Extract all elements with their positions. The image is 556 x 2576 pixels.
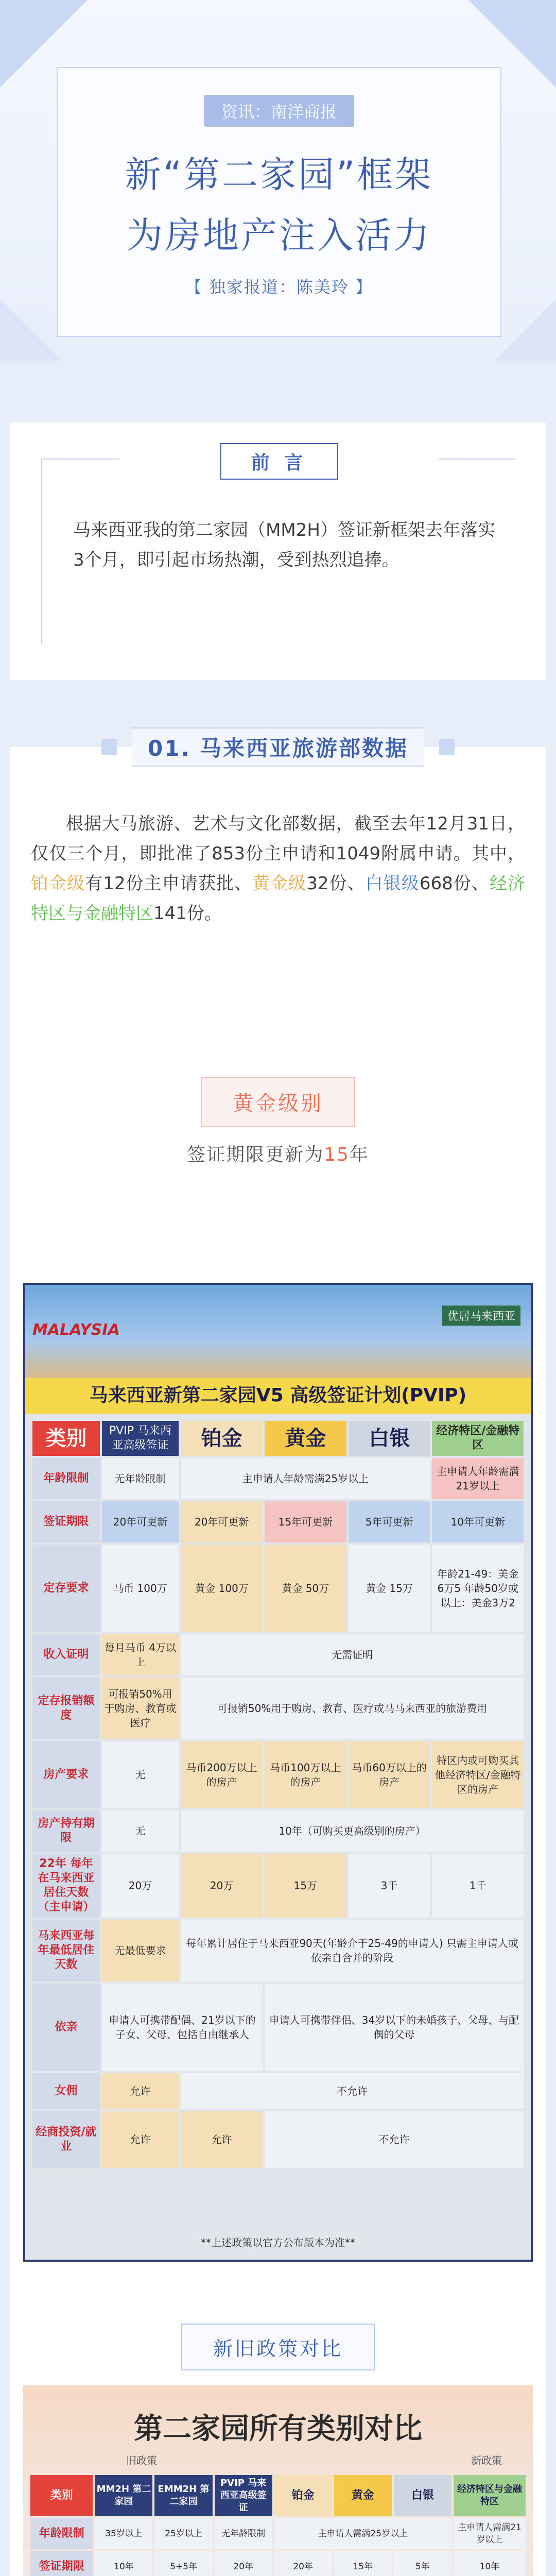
tourism-paragraph <box>31 809 525 928</box>
row-label: 收入证明 <box>32 1634 100 1675</box>
comparison-label: 新旧政策对比 <box>181 2324 375 2370</box>
table-cell: 10年（可购买更高级别的房产） <box>181 1810 524 1852</box>
table-cell: 年龄21-49：美金6万5 年龄50岁或以上：美金3万2 <box>432 1545 524 1632</box>
text-run: 年 <box>349 1144 369 1165</box>
poster-title: 第二家园所有类别对比 <box>134 2412 422 2446</box>
table-cell: 无 <box>102 1810 179 1852</box>
table-cell: 不允许 <box>265 2111 524 2168</box>
table-header-cell: 黄金 <box>265 1421 346 1456</box>
table-cell: 每年累计居住于马来西亚90天(年龄介于25-49的申请人) 只需主申请人或依亲自合并的阶段 <box>181 1920 524 1981</box>
table-row <box>32 1920 524 1981</box>
corner-decoration <box>494 299 556 361</box>
article-header <box>0 0 556 361</box>
pvip-table <box>30 1419 526 2170</box>
row-label: 马来西亚每年最低居住天数 <box>32 1920 100 1981</box>
table-header-row <box>32 1421 524 1456</box>
table-cell: 20年可更新 <box>181 1501 263 1543</box>
table-cell: 特区内或可购买其他经济特区/金融特区的房产 <box>432 1741 524 1808</box>
row-label: 定存报销额度 <box>32 1677 100 1739</box>
comparison-table <box>28 2473 528 2576</box>
preface-text: 马来西亚我的第二家园（MM2H）签证新框架去年落实3个月，即引起市场热潮，受到热烈追捧。 <box>73 520 495 570</box>
gold-callout-subtitle <box>10 1140 546 1166</box>
table-cell: 马币200万以上的房产 <box>181 1741 263 1808</box>
table-cell: 允许 <box>102 2073 179 2109</box>
heading-square-icon <box>439 739 455 755</box>
table-header-row <box>30 2475 526 2516</box>
table-header-cell: 铂金 <box>181 1421 263 1456</box>
section-body <box>31 809 525 928</box>
gold-callout <box>10 1077 546 1166</box>
row-label: 房产要求 <box>32 1741 100 1808</box>
platinum-highlight: 铂金级 <box>31 873 85 894</box>
table-cell: 允许 <box>181 2111 263 2168</box>
title-frame <box>57 67 501 337</box>
table-cell: 5年 <box>394 2551 451 2576</box>
row-label: 经商投资/就业 <box>32 2111 100 2168</box>
table-header-cell: 经济特区与金融特区 <box>454 2475 526 2516</box>
title-line-1: 新“第二家园”框架 <box>125 154 433 196</box>
table-cell: 1千 <box>432 1854 524 1918</box>
poster-title: 马来西亚新第二家园V5 高级签证计划(PVIP) <box>25 1378 531 1414</box>
table-cell: 15万 <box>265 1854 346 1918</box>
section-heading <box>101 729 455 765</box>
row-label: 签证期限 <box>32 1501 100 1543</box>
row-label: 定存要求 <box>32 1545 100 1632</box>
table-row <box>30 2518 526 2549</box>
table-row <box>30 2551 526 2576</box>
table-cell: 无年龄限制 <box>215 2518 272 2549</box>
old-policy-label: 旧政策 <box>126 2454 157 2467</box>
table-cell: 黄金 15万 <box>349 1545 430 1632</box>
table-cell: 黄金 50万 <box>265 1545 346 1632</box>
silver-highlight: 白银级 <box>365 873 420 894</box>
table-cell: 无最低要求 <box>102 1920 179 1981</box>
table-cell: 3千 <box>349 1854 430 1918</box>
table-cell: 10年 <box>95 2551 152 2576</box>
table-cell: 主申请人年龄需满21岁以上 <box>432 1458 524 1499</box>
section-heading-text: 01. 马来西亚旅游部数据 <box>132 727 424 767</box>
table-cell: 可报销50%用于购房、教育、医疗或马马来西亚的旅游费用 <box>181 1677 524 1739</box>
table-header-cell: 类别 <box>32 1421 100 1456</box>
table-cell: 10年 <box>454 2551 526 2576</box>
table-cell: 主申请人需满21岁以上 <box>454 2518 526 2549</box>
table-row <box>32 2073 524 2109</box>
table-cell: 20年 <box>274 2551 332 2576</box>
table-row <box>32 1810 524 1852</box>
row-label: 年龄限制 <box>32 1458 100 1499</box>
table-cell: 允许 <box>102 2111 179 2168</box>
table-cell: 主申请人年龄需满25岁以上 <box>181 1458 430 1499</box>
table-cell: 25岁以上 <box>154 2518 212 2549</box>
table-cell: 35岁以上 <box>95 2518 152 2549</box>
table-header-cell: PVIP 马来西亚高级签证 <box>102 1421 179 1456</box>
table-header-cell: 白银 <box>394 2475 451 2516</box>
table-row <box>32 1984 524 2071</box>
table-row <box>32 1741 524 1808</box>
corner-decoration <box>0 299 62 361</box>
table-header-cell: 铂金 <box>274 2475 332 2516</box>
row-label: 22年 每年在马来西亚居住天数（主申请） <box>32 1854 100 1918</box>
table-cell: 5+5年 <box>154 2551 212 2576</box>
pvip-poster <box>23 1283 533 2262</box>
visa-years: 15 <box>324 1144 350 1165</box>
row-label: 签证期限 <box>30 2551 93 2576</box>
table-header-cell: 黄金 <box>334 2475 392 2516</box>
text-run: 32份、 <box>306 873 366 894</box>
table-header-cell: 经济特区/金融特区 <box>432 1421 524 1456</box>
page-title <box>58 144 500 266</box>
table-cell: 20万 <box>181 1854 263 1918</box>
text-run: 141份。 <box>153 903 222 924</box>
table-cell: 申请人可携带配偶、21岁以下的子女、父母、包括自由继承人 <box>102 1984 263 2071</box>
brand-logo: 优居马来西亚 <box>442 1306 520 1326</box>
table-row <box>32 1854 524 1918</box>
table-header-cell: PVIP 马来西亚高级签证 <box>215 2475 272 2516</box>
text-run: 668份、 <box>419 873 490 894</box>
table-cell: 15年可更新 <box>265 1501 346 1543</box>
row-label: 依亲 <box>32 1984 100 2071</box>
table-row <box>32 1677 524 1739</box>
table-row <box>32 1458 524 1499</box>
table-cell: 10年可更新 <box>432 1501 524 1543</box>
table-row <box>32 1501 524 1543</box>
preface-label: 前 言 <box>220 443 338 480</box>
poster-footnote: **上述政策以官方公布版本为准** <box>201 2236 355 2249</box>
table-cell: 20年可更新 <box>102 1501 179 1543</box>
text-run: 根据大马旅游、艺术与文化部数据，截至去年12月31日，仅仅三个月，即批准了853份主申请和1049附属申请。其中， <box>31 814 525 864</box>
gold-highlight: 黄金级 <box>252 873 307 894</box>
table-header-cell: 白银 <box>349 1421 430 1456</box>
table-cell: 20万 <box>102 1854 179 1918</box>
poster-banner <box>25 1285 531 1378</box>
preface-section <box>10 422 546 680</box>
text-run: 签证期限更新为 <box>187 1144 324 1165</box>
table-cell: 黄金 100万 <box>181 1545 263 1632</box>
table-cell: 无 <box>102 1741 179 1808</box>
divider <box>42 459 119 460</box>
table-cell: 马币100万以上的房产 <box>265 1741 346 1808</box>
malaysia-logo: MALAYSIA <box>32 1321 120 1339</box>
comparison-poster <box>23 2385 533 2576</box>
row-label: 房产持有期限 <box>32 1810 100 1852</box>
table-header-cell: 类别 <box>30 2475 93 2516</box>
policy-labels <box>126 2452 502 2467</box>
sez-highlight: 经济特区与金融特区 <box>31 873 525 924</box>
reporter-byline: 【 独家报道：陈美玲 】 <box>185 277 373 297</box>
table-row <box>32 1545 524 1632</box>
source-tag: 资讯：南洋商报 <box>204 95 354 127</box>
preface-box <box>41 452 516 644</box>
table-header-cell: EMM2H 第二家园 <box>154 2475 212 2516</box>
text-run: 有12份主申请获批、 <box>85 873 253 894</box>
table-cell: 不允许 <box>181 2073 524 2109</box>
table-cell: 无年龄限制 <box>102 1458 179 1499</box>
table-row <box>32 2111 524 2168</box>
table-cell: 20年 <box>215 2551 272 2576</box>
table-cell: 可报销50%用于购房、教育或医疗 <box>102 1677 179 1739</box>
table-cell: 无需证明 <box>181 1634 524 1675</box>
gold-callout-box: 黄金级别 <box>201 1077 355 1127</box>
table-cell: 马币60万以上的房产 <box>349 1741 430 1808</box>
title-line-2: 为房地产注入活力 <box>127 214 431 257</box>
table-cell: 15年 <box>334 2551 392 2576</box>
new-policy-label: 新政策 <box>471 2454 502 2467</box>
comparison-heading <box>0 2324 556 2370</box>
table-header-cell: MM2H 第二家园 <box>95 2475 152 2516</box>
table-cell: 主申请人需满25岁以上 <box>274 2518 451 2549</box>
table-row <box>32 1634 524 1675</box>
table-cell: 申请人可携带伴侣、34岁以下的未婚孩子、父母、与配偶的父母 <box>265 1984 524 2071</box>
table-cell: 马币 100万 <box>102 1545 179 1632</box>
table-cell: 每月马币 4万以上 <box>102 1634 179 1675</box>
table-cell: 5年可更新 <box>349 1501 430 1543</box>
heading-square-icon <box>101 739 117 755</box>
row-label: 年龄限制 <box>30 2518 93 2549</box>
row-label: 女佣 <box>32 2073 100 2109</box>
divider <box>439 459 516 460</box>
